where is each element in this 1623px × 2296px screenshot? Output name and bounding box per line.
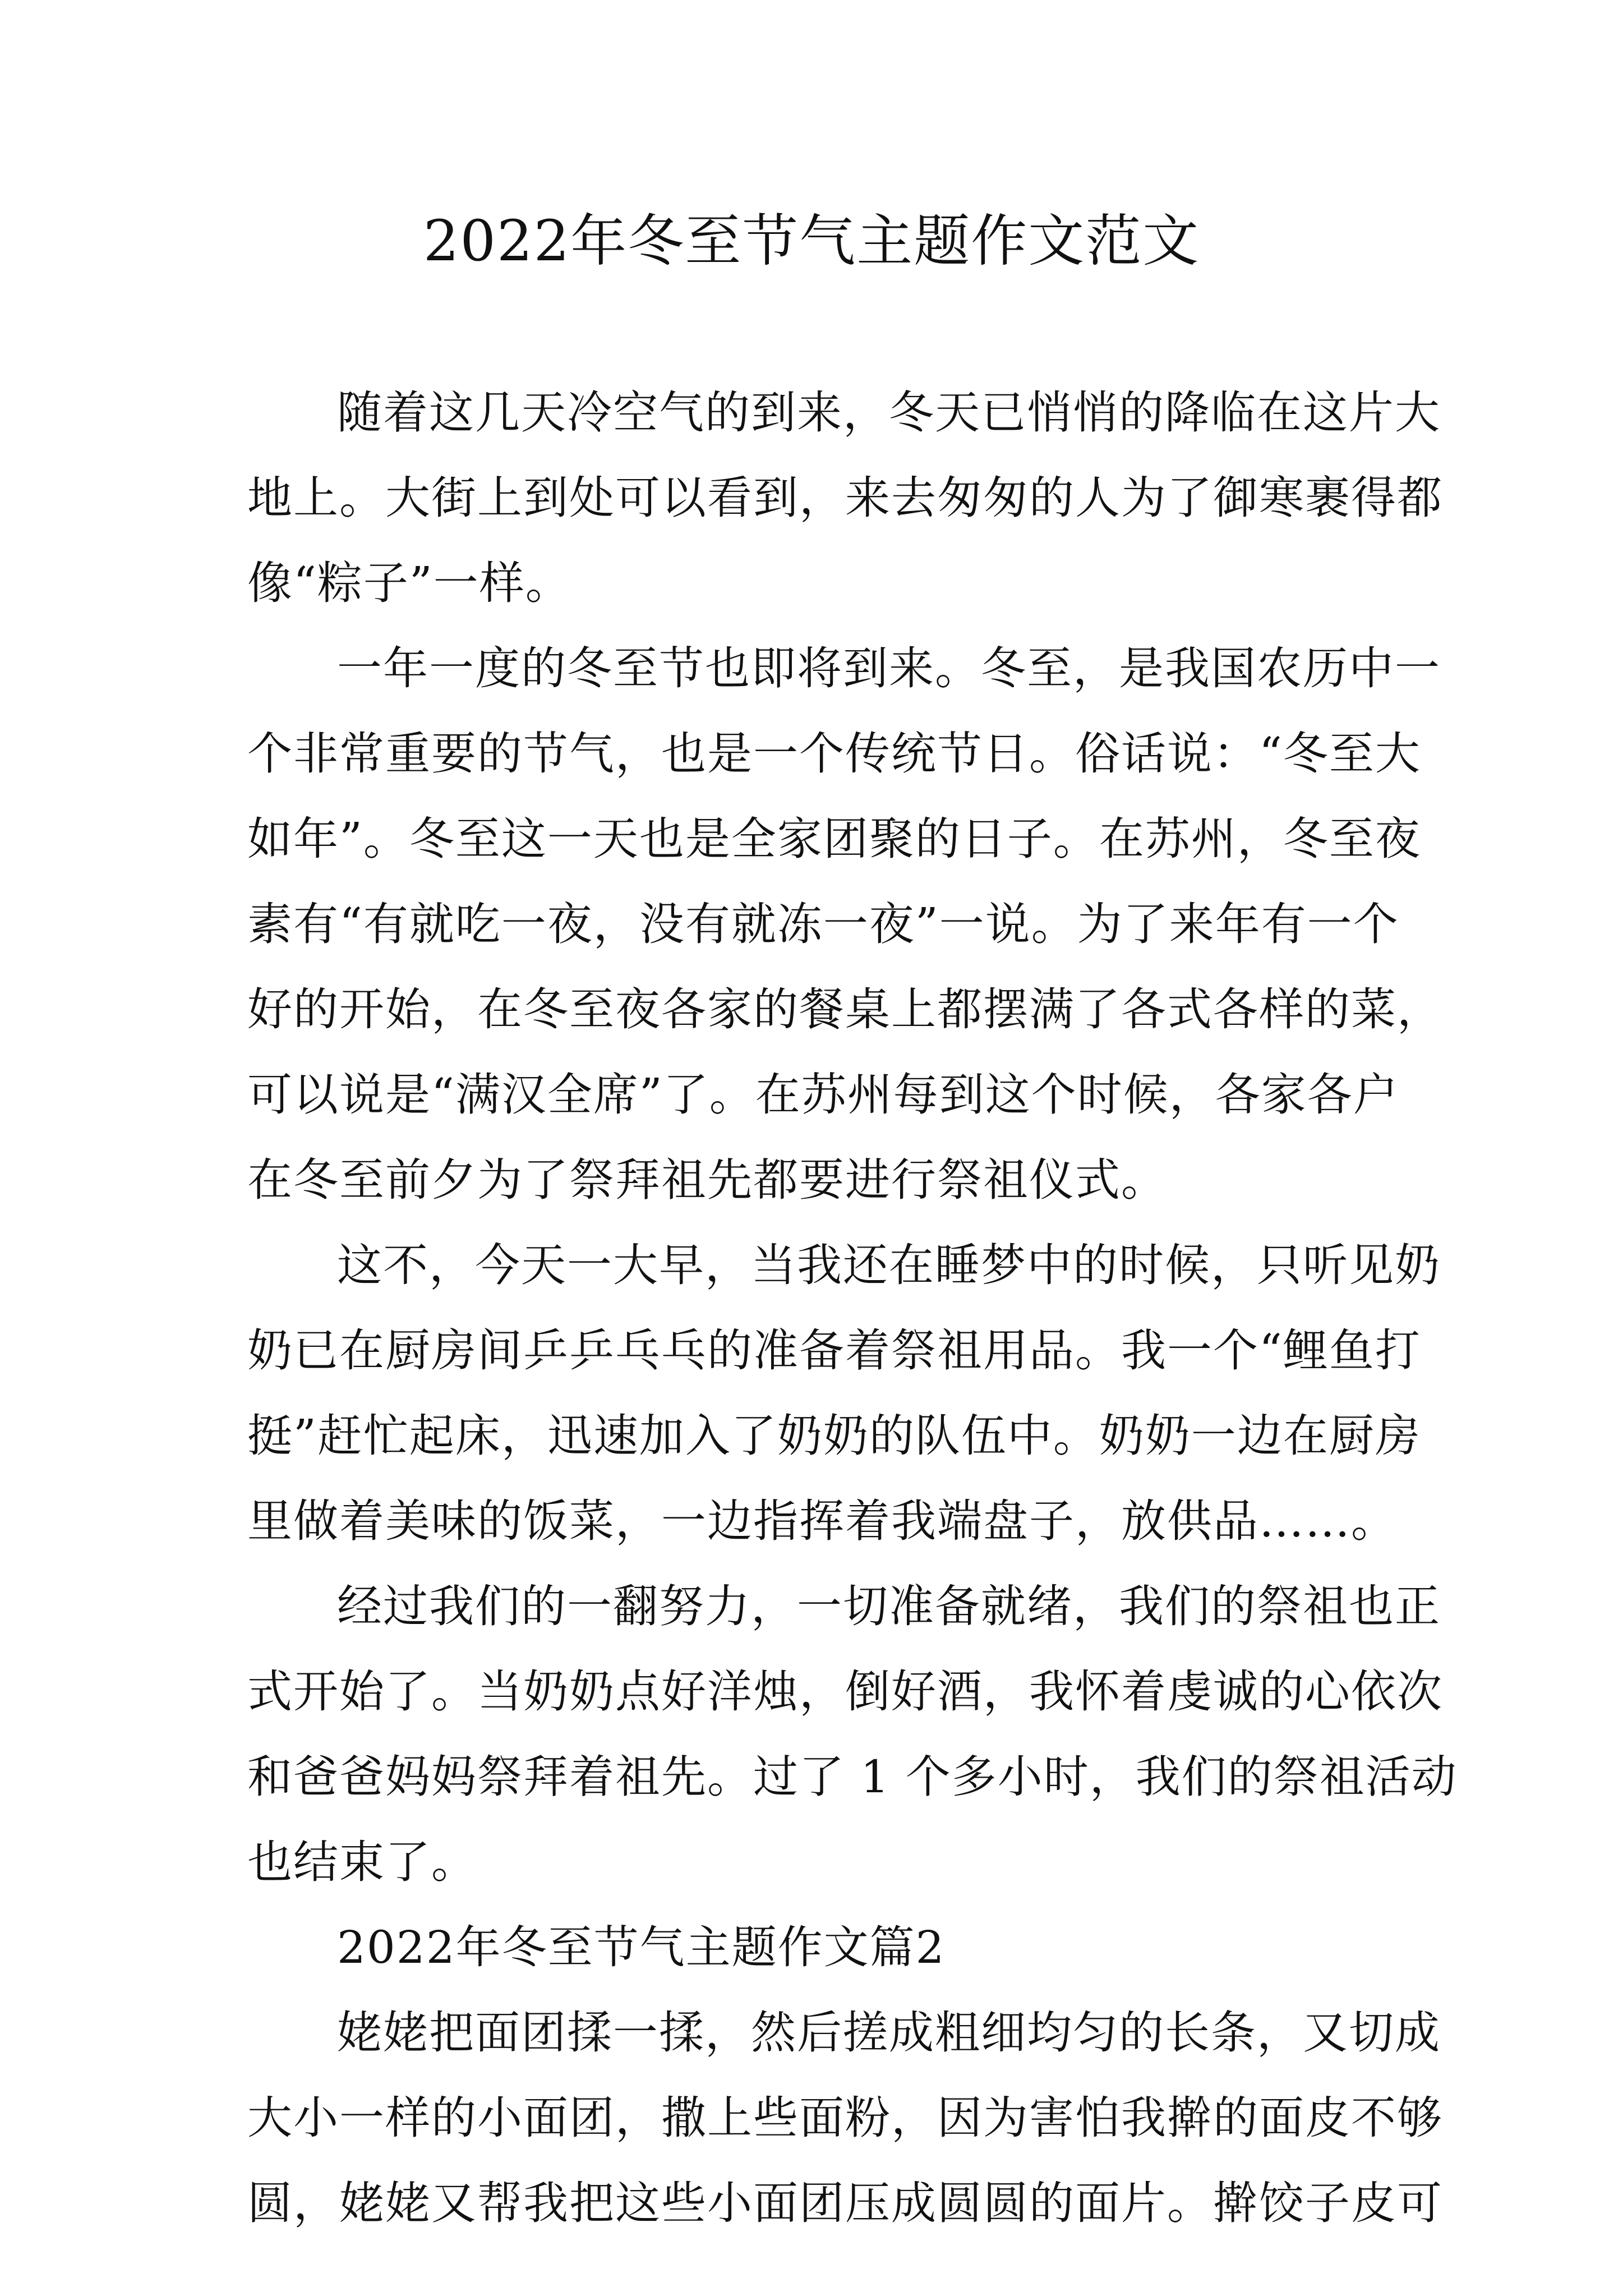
paragraph-6: [247, 1990, 1443, 2246]
paragraph-line: 一年一度的冬至节也即将到来。冬至，是我国农历中一: [337, 642, 1441, 694]
paragraph-line: 好的开始，在冬至夜各家的餐桌上都摆满了各式各样的菜，: [247, 983, 1443, 1036]
section-heading: 2022年冬至节气主题作文篇2: [337, 1921, 946, 1973]
paragraph-line: 如年”。冬至这一天也是全家团聚的日子。在苏州，冬至夜: [247, 813, 1421, 865]
section-heading-paragraph: [247, 1905, 1386, 1990]
paragraph-1: [247, 370, 1443, 626]
paragraph-line: 姥姥把面团揉一揉，然后搓成粗细均匀的长条，又切成: [337, 2007, 1441, 2059]
document-title: 2022年冬至节气主题作文范文: [423, 208, 1200, 274]
paragraph-line: 挺”赶忙起床，迅速加入了奶奶的队伍中。奶奶一边在厨房: [247, 1410, 1421, 1462]
paragraph-line: 圆，姥姥又帮我把这些小面团压成圆圆的面片。擀饺子皮可: [247, 2177, 1443, 2229]
paragraph-line: 像“粽子”一样。: [247, 557, 571, 609]
paragraph-line: 地上。大街上到处可以看到，来去匆匆的人为了御寒裹得都: [247, 472, 1443, 524]
paragraph-3: [247, 1223, 1441, 1564]
paragraph-line: 随着这几天冷空气的到来，冬天已悄悄的降临在这片大: [337, 386, 1441, 439]
paragraph-line: 大小一样的小面团，撒上些面粉，因为害怕我擀的面皮不够: [247, 2092, 1443, 2144]
paragraph-line: 经过我们的一翻努力，一切准备就绪，我们的祭祖也正: [337, 1580, 1441, 1632]
paragraph-line: 也结束了。: [247, 1836, 477, 1888]
paragraph-line: 可以说是“满汉全席”了。在苏州每到这个时候，各家各户: [247, 1069, 1399, 1121]
paragraph-line: 奶已在厨房间乒乒乓乓的准备着祭祖用品。我一个“鲤鱼打: [247, 1324, 1421, 1377]
paragraph-2: [247, 626, 1443, 1223]
paragraph-line: 和爸爸妈妈祭拜着祖先。过了 1 个多小时，我们的祭祖活动: [247, 1751, 1458, 1803]
paragraph-line: 在冬至前夕为了祭拜祖先都要进行祭祖仪式。: [247, 1154, 1167, 1206]
document-body: [247, 370, 1458, 2246]
paragraph-line: 素有“有就吃一夜，没有就冻一夜”一说。为了来年有一个: [247, 898, 1399, 950]
paragraph-line: 式开始了。当奶奶点好洋烛，倒好酒，我怀着虔诚的心依次: [247, 1665, 1443, 1718]
paragraph-line: 里做着美味的饭菜，一边指挥着我端盘子，放供品……。: [247, 1495, 1397, 1547]
paragraph-line: 这不，今天一大早，当我还在睡梦中的时候，只听见奶: [337, 1239, 1441, 1291]
paragraph-line: 个非常重要的节气，也是一个传统节日。俗话说：“冬至大: [247, 728, 1421, 780]
paragraph-4: [247, 1564, 1458, 1905]
